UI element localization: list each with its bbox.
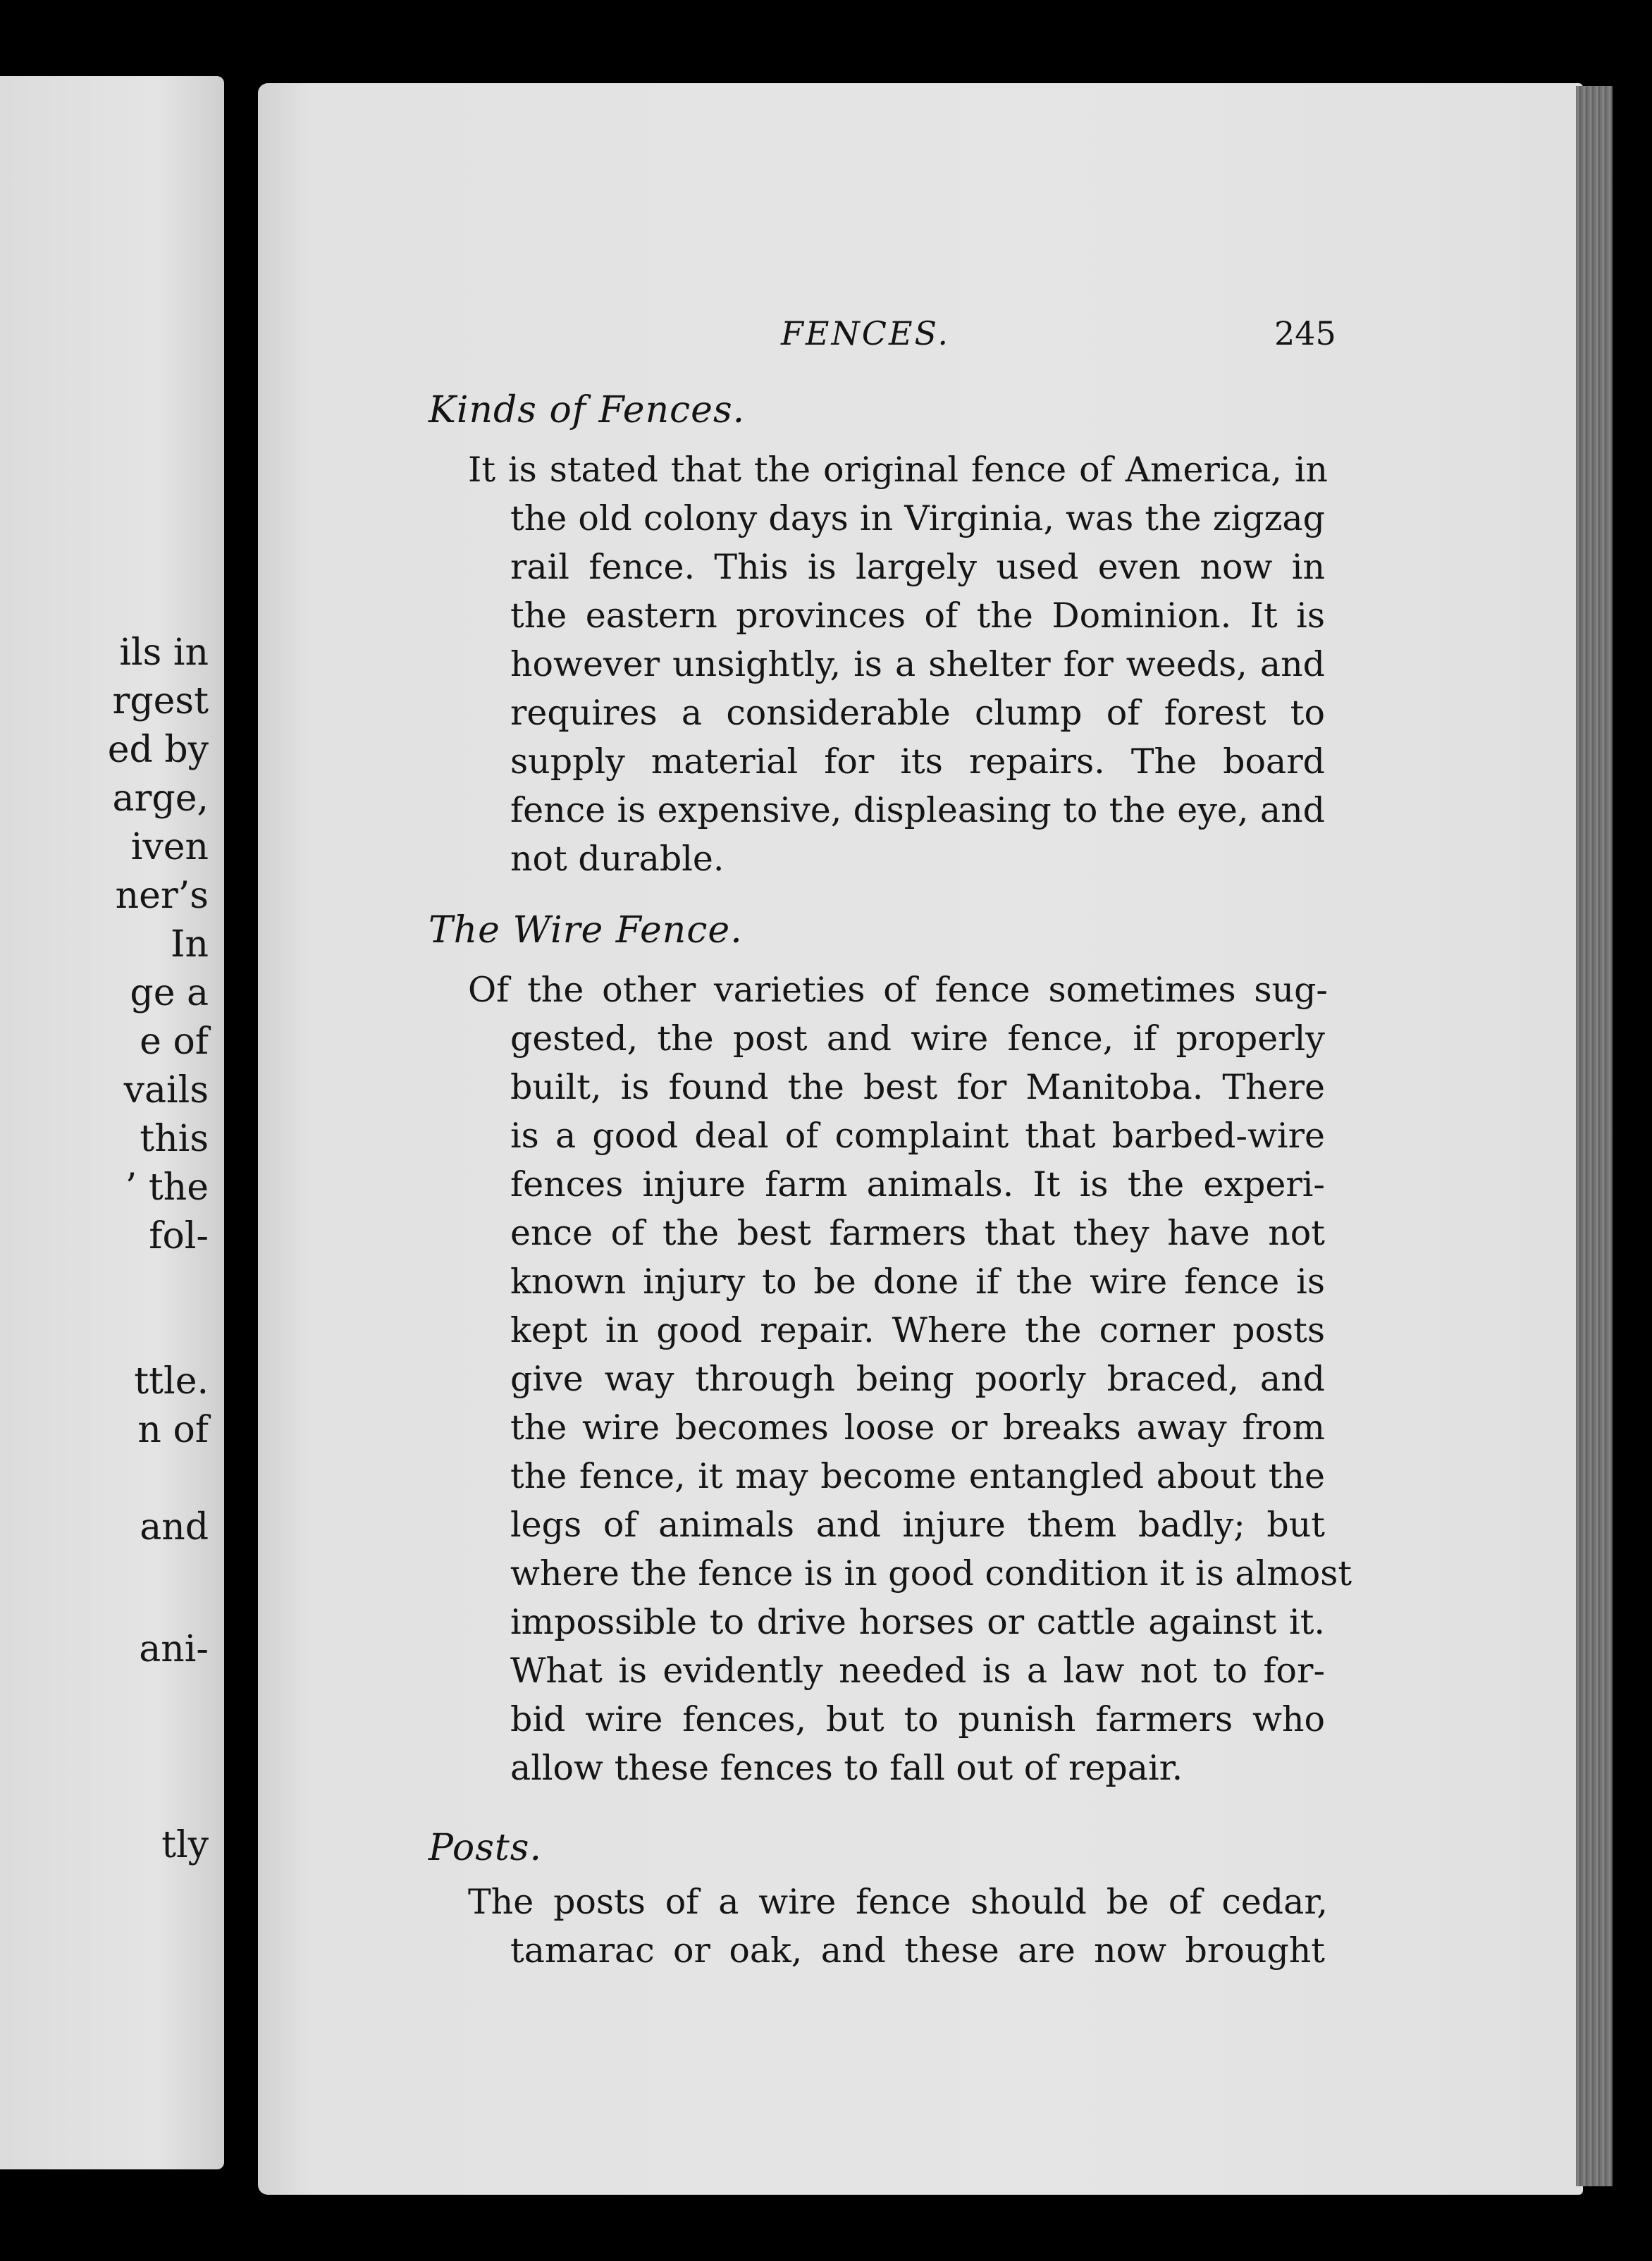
left-line: n of	[137, 1409, 209, 1451]
text-line: impossible to drive horses or cattle against it.	[510, 1602, 1325, 1642]
text-line: kept in good repair. Where the corner posts	[510, 1310, 1325, 1350]
text-line: built, is found the best for Manitoba. There	[510, 1067, 1325, 1107]
text-line: What is evidently needed is a law not to for-	[510, 1651, 1325, 1691]
page-number: 245	[1274, 314, 1336, 352]
running-head: FENCES.	[781, 314, 951, 352]
text-line: is a good deal of complaint that barbed-wire	[510, 1116, 1325, 1156]
text-line: known injury to be done if the wire fence is	[510, 1262, 1325, 1302]
text-line: legs of animals and injure them badly; but	[510, 1505, 1325, 1545]
text-line: the eastern provinces of the Dominion. It is	[510, 596, 1325, 636]
left-line: this	[140, 1118, 209, 1160]
text-line: fences injure farm animals. It is the experi-	[510, 1164, 1325, 1205]
left-line: and	[140, 1506, 209, 1548]
left-line: ttle.	[134, 1360, 209, 1403]
paragraph	[468, 445, 1328, 883]
text-line: It is stated that the original fence of America, in	[468, 450, 1328, 490]
text-line: gested, the post and wire fence, if properly	[510, 1018, 1325, 1059]
left-page-fragment	[0, 76, 224, 2169]
left-line: ed by	[107, 729, 209, 771]
section-heading: Posts.	[429, 1827, 542, 1869]
text-line: however unsightly, is a shelter for weeds, and	[510, 644, 1325, 684]
paragraph	[468, 966, 1352, 1792]
text-line: allow these fences to fall out of repair.	[510, 1748, 1183, 1788]
left-line: iven	[130, 826, 209, 868]
left-line: arge,	[112, 777, 209, 820]
text-line: fence is expensive, displeasing to the eye, and	[510, 790, 1325, 830]
text-line: the old colony days in Virginia, was the zigzag	[510, 498, 1325, 538]
text-line: requires a considerable clump of forest to	[510, 693, 1325, 733]
text-line: not durable.	[510, 839, 725, 879]
text-line: the wire becomes loose or breaks away from	[510, 1407, 1325, 1448]
text-line: ence of the best farmers that they have not	[510, 1213, 1325, 1253]
text-line: bid wire fences, but to punish farmers who	[510, 1699, 1325, 1739]
section-heading: Kinds of Fences.	[429, 389, 746, 431]
left-line: ge a	[130, 972, 209, 1014]
text-line: where the fence is in good condition it is almost	[510, 1553, 1352, 1594]
left-line: ’ the	[125, 1166, 209, 1209]
paragraph	[468, 1878, 1328, 1975]
text-line: rail fence. This is largely used even now in	[510, 547, 1325, 587]
text-line: The posts of a wire fence should be of cedar,	[468, 1882, 1328, 1922]
left-line: rgest	[112, 680, 209, 722]
text-line: tamarac or oak, and these are now brought	[510, 1930, 1325, 1971]
left-line: fol-	[149, 1215, 209, 1257]
left-line: ils in	[119, 632, 209, 674]
left-line: ner’s	[115, 875, 209, 917]
text-line: the fence, it may become entangled about the	[510, 1456, 1325, 1496]
book-gutter	[224, 76, 259, 2169]
section-heading: The Wire Fence.	[429, 909, 743, 951]
left-line: e of	[140, 1021, 209, 1063]
text-line: Of the other varieties of fence sometimes sug-	[468, 970, 1328, 1010]
left-line: vails	[123, 1069, 209, 1111]
left-line: In	[170, 923, 209, 966]
left-line: ani-	[139, 1628, 209, 1670]
text-line: supply material for its repairs. The board	[510, 741, 1325, 782]
left-line: tly	[161, 1824, 209, 1866]
text-line: give way through being poorly braced, and	[510, 1359, 1325, 1399]
page-edges	[1576, 86, 1613, 2186]
